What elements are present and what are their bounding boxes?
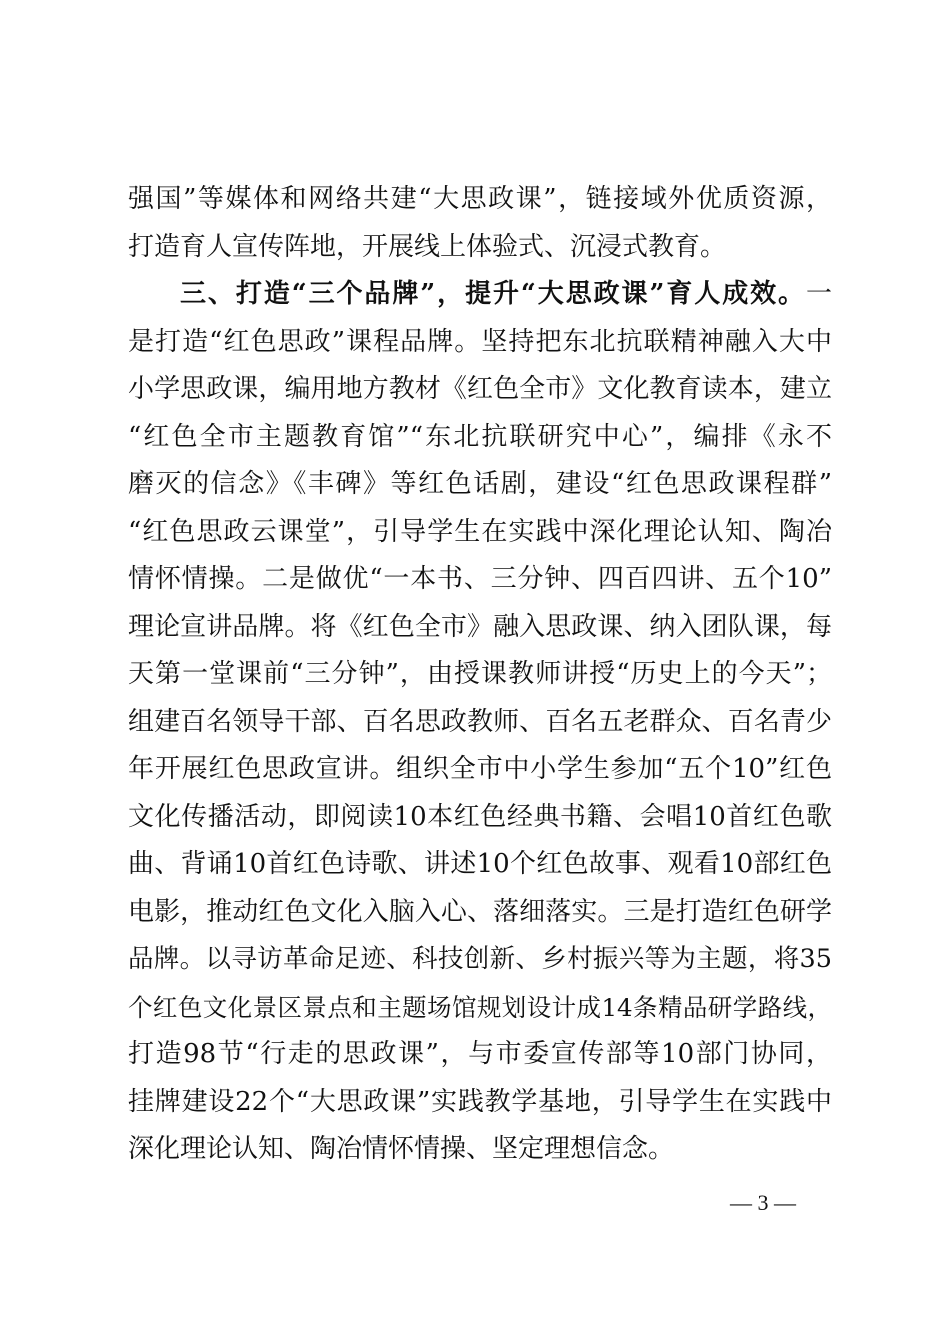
text-line: 打造育人宣传阵地，开展线上体验式、沉浸式教育。 [128, 231, 727, 262]
text-line: 强国”等媒体和网络共建“大思政课”，链接域外优质资源， [128, 184, 832, 214]
text-line: 小学思政课，编用地方教材《红色全市》文化教育读本，建立 [128, 374, 832, 404]
text-line: 是打造“红色思政”课程品牌。坚持把东北抗联精神融入大中 [128, 326, 832, 357]
text-line: 理论宣讲品牌。将《红色全市》融入思政课、纳入团队课，每 [128, 611, 832, 642]
text-line: 文化传播活动，即阅读10本红色经典书籍、会唱10首红色歌 [128, 801, 832, 832]
text-line: 品牌。以寻访革命足迹、科技创新、乡村振兴等为主题，将35 [128, 944, 832, 974]
text-line: 打造98节“行走的思政课”，与市委宣传部等10部门协同， [128, 1039, 832, 1069]
text-fragment: 一 [805, 279, 832, 309]
text-line: 电影，推动红色文化入脑入心、落细落实。三是打造红色研学 [128, 896, 832, 927]
text-line: 挂牌建设22个“大思政课”实践教学基地，引导学生在实践中 [128, 1086, 832, 1117]
text-line: “红色思政云课堂”，引导学生在实践中深化理论认知、陶冶 [128, 516, 832, 547]
paragraph-2 [128, 271, 832, 1174]
document-body [128, 176, 832, 1174]
text-line: 个红色文化景区景点和主题场馆规划设计成14条精品研学路线， [128, 992, 832, 1022]
text-line: 情怀情操。二是做优“一本书、三分钟、四百四讲、五个10” [128, 564, 832, 594]
text-line: 曲、背诵10首红色诗歌、讲述10个红色故事、观看10部红色 [128, 849, 832, 879]
text-line: 磨灭的信念》《丰碑》等红色话剧，建设“红色思政课程群” [128, 469, 832, 499]
text-line: 深化理论认知、陶冶情怀情操、坚定理想信念。 [128, 1134, 675, 1164]
page-number: — 3 — [730, 1190, 796, 1215]
paragraph-1 [128, 176, 832, 271]
text-line [128, 271, 832, 319]
text-line: “红色全市主题教育馆”“东北抗联研究中心”，编排《永不 [128, 421, 832, 452]
text-line: 天第一堂课前“三分钟”，由授课教师讲授“历史上的今天”； [128, 659, 832, 689]
text-line: 组建百名领导干部、百名思政教师、百名五老群众、百名青少 [128, 706, 832, 737]
section-heading: 三、打造“三个品牌”，提升“大思政课”育人成效。 [180, 279, 806, 309]
text-line: 年开展红色思政宣讲。组织全市中小学生参加“五个10”红色 [128, 754, 832, 784]
